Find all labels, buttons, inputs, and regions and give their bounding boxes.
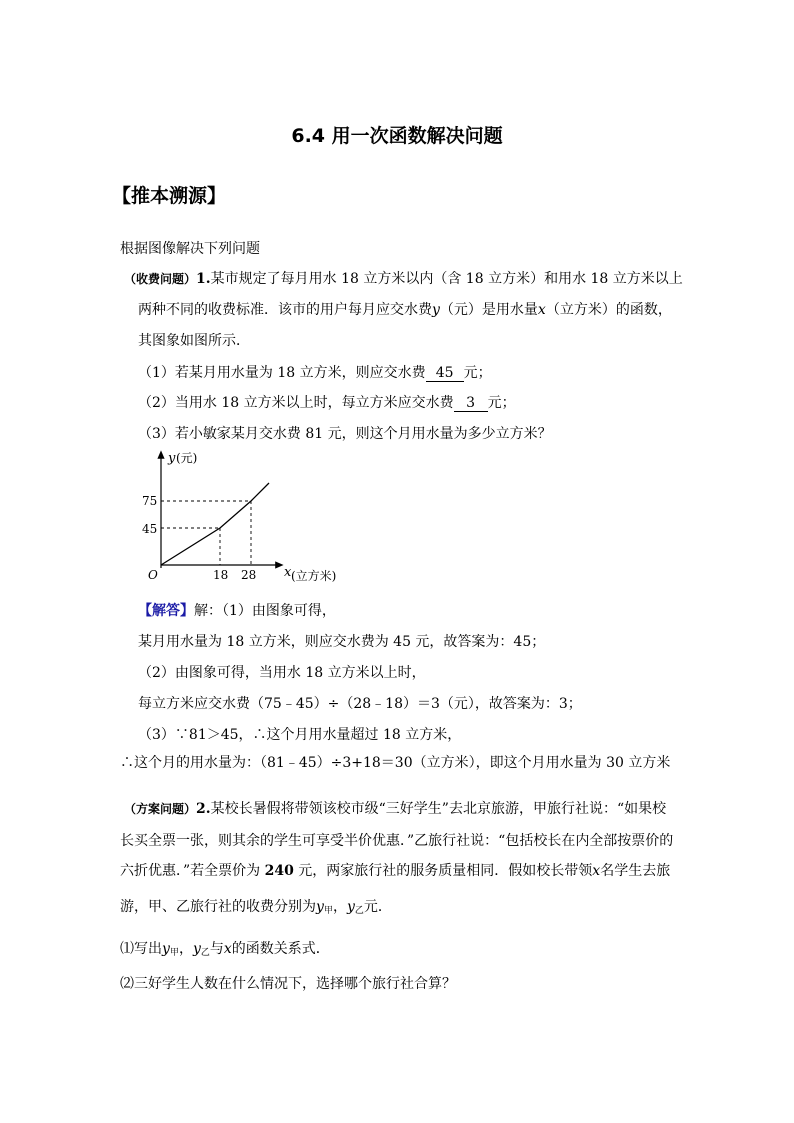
fee-line [161, 483, 269, 565]
y-tick-45: 45 [142, 522, 158, 536]
solution-line-3: （2）由图象可得，当用水 18 立方米以上时， [138, 665, 426, 681]
problem1-tag: （收费问题） [124, 272, 197, 286]
solution-line-6: ∴这个月的用水量为：（81﹣45）÷3+18＝30（立方米），即这个月用水量为 30 立方米 [120, 755, 671, 771]
page-title: 6.4 用一次函数解决问题 [291, 125, 503, 147]
problem1-stem-1: 某市规定了每月用水 18 立方米以内（含 18 立方米）和用水 18 立方米以上 [210, 271, 683, 287]
problem2-line1: （方案问题）2.某校长暑假将带领该校市级“三好学生”去北京旅游，甲旅行社说：“如果校 [124, 801, 667, 817]
water-fee-graph [130, 448, 360, 588]
problem2-q2: ⑵三好学生人数在什么情况下，选择哪个旅行社合算？ [120, 976, 456, 992]
problem2-line4: 游，甲、乙旅行社的收费分别为$y_甲$，$y_乙$元． [120, 899, 392, 916]
solution-tag: 【解答】 [138, 603, 194, 619]
problem1-line3: 其图象如图所示． [138, 333, 250, 349]
solution-line-4: 每立方米应交水费（75﹣45）÷（28﹣18）＝3（元），故答案为：3； [138, 696, 582, 712]
problem2-line2: 长买全票一张，则其余的学生可享受半价优惠．”乙旅行社说：“包括校长在内全部按票价的 [120, 833, 674, 849]
problem2-q1: ⑴写出$y_甲$，$y_乙$与x的函数关系式． [120, 941, 330, 958]
origin-label: O [148, 568, 158, 582]
y-axis-unit: (元) [176, 451, 198, 465]
x-tick-28: 28 [241, 568, 257, 582]
problem2-tag: （方案问题） [124, 802, 197, 816]
solution-line-2: 某月用水量为 18 立方米，则应交水费为 45 元，故答案为：45； [138, 634, 546, 650]
problem1-q2: （2）当用水 18 立方米以上时，每立方米应交水费 3 元； [138, 395, 516, 411]
problem2-line3: 六折优惠．”若全票价为 240 元，两家旅行社的服务质量相同．假如校长带领x名学生去旅 [120, 863, 671, 879]
y-axis-label: y [168, 451, 176, 466]
solution-line-1: 【解答】解：（1）由图象可得， [138, 603, 336, 619]
intro-text: 根据图像解决下列问题 [120, 241, 260, 257]
problem2-number: 2. [196, 801, 211, 817]
answer-blank-1: 45 [426, 366, 464, 382]
x-axis-unit: (立方米) [291, 569, 337, 583]
answer-blank-2: 3 [454, 396, 488, 412]
problem1-number: 1. [196, 271, 211, 287]
solution-line-5: （3）∵81＞45，∴这个月用水量超过 18 立方米， [138, 727, 462, 743]
problem1-q1: （1）若某月用水量为 18 立方米，则应交水费 45 元； [138, 365, 492, 381]
y-tick-75: 75 [142, 494, 158, 508]
problem1-q3: （3）若小敏家某月交水费 81 元，则这个月用水量为多少立方米？ [138, 426, 552, 442]
problem1-line1 [124, 270, 683, 288]
section-heading: 【推本溯源】 [112, 185, 227, 207]
x-axis-label: x [284, 565, 292, 580]
x-tick-18: 18 [213, 568, 229, 582]
problem1-line2: 两种不同的收费标准．该市的用户每月应交水费y（元）是用水量x（立方米）的函数， [138, 302, 672, 318]
